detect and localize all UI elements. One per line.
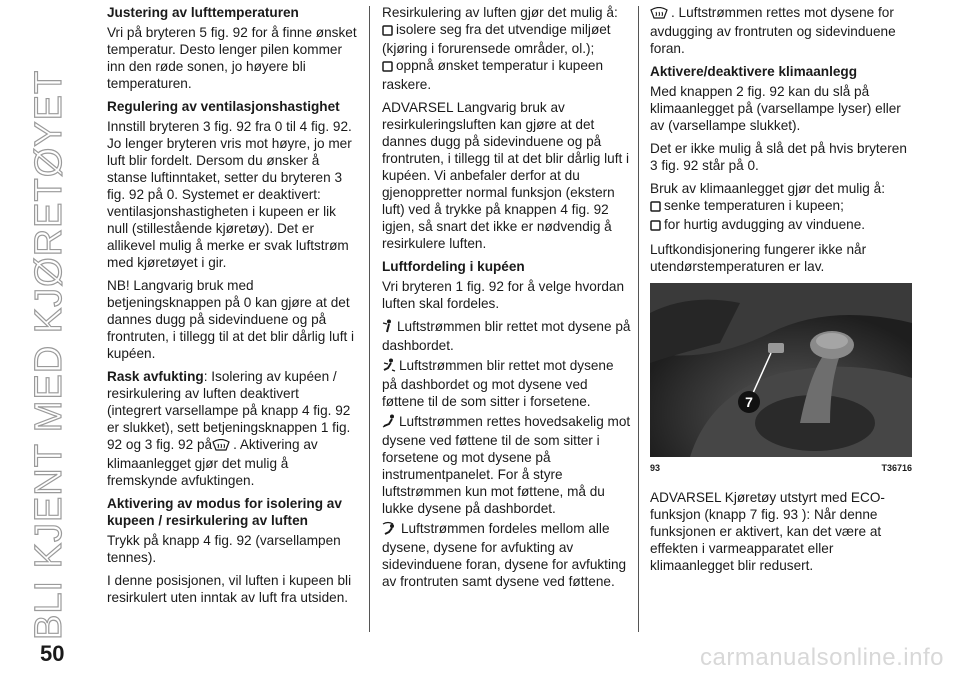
airflow-option: Luftstrømmen fordeles mellom alle dysene, dysene for avfukting av sidevinduene foran, dysene for avfukting av frontruten samt dysene ved føttene. xyxy=(382,521,627,589)
paragraph: Luftkondisjonering fungerer ikke når utendørstemperaturen er lav. xyxy=(650,242,867,274)
windscreen-defrost-icon xyxy=(650,6,668,23)
column-1 xyxy=(107,4,357,612)
text: : Isolering av kupéen / resirkulering av luften deaktivert (integrert varsellampe på knapp 4 fig. 92 er slukket), sett betjeningsknappen 1 fig. 92 og 3 fig. 92 på xyxy=(107,369,351,452)
windscreen-defrost-icon xyxy=(212,438,230,455)
figure-callout-7: 7 xyxy=(738,391,760,413)
airflow-face-icon xyxy=(382,319,394,337)
check-box-bullet-icon xyxy=(382,59,393,76)
figure-number: 93 xyxy=(650,463,661,473)
paragraph: Det er ikke mulig å slå det på hvis bryteren 3 fig. 92 står på 0. xyxy=(650,141,907,173)
airflow-face-feet-icon xyxy=(382,358,396,376)
rapid-demist-label: Rask avfukting xyxy=(107,369,204,384)
paragraph: Vri på bryteren 5 fig. 92 for å finne ønsket temperatur. Desto lenger pilen kommer inn den røde sonen, jo høyere bli temperaturen. xyxy=(107,25,357,91)
column-2 xyxy=(382,4,632,596)
list-item: oppnå ønsket temperatur i kupeen raskere. xyxy=(382,58,604,92)
list-item: senke temperaturen i kupeen; xyxy=(650,197,910,216)
chapter-sidebar-title: BLI KJENT MED KJØRETØYET xyxy=(28,69,70,640)
check-box-bullet-icon xyxy=(650,218,661,235)
dashboard-photo-illustration xyxy=(650,283,912,457)
check-box-bullet-icon xyxy=(650,199,661,216)
airflow-option: Luftstrømmen blir rettet mot dysene på dashbordet og mot dysene ved føttene til de som sitter i forsetene. xyxy=(382,358,614,409)
heading-ventilation: Regulering av ventilasjonshastighet xyxy=(107,99,340,114)
page-number: 50 xyxy=(40,641,65,666)
paragraph: Vri bryteren 1 fig. 92 for å velge hvordan luften skal fordeles. xyxy=(382,279,625,311)
paragraph: Bruk av klimaanlegget gjør det mulig å: xyxy=(650,181,885,196)
figure-93-gear-lever-photo xyxy=(650,283,912,457)
airflow-all-vents-icon xyxy=(382,521,398,539)
column-3 xyxy=(650,4,910,580)
airflow-feet-icon xyxy=(382,414,396,432)
paragraph: I denne posisjonen, vil luften i kupeen bli resirkulert uten inntak av luft fra utsiden. xyxy=(107,573,352,605)
list-item: for hurtig avdugging av vinduene. xyxy=(650,216,910,235)
heading-temperature: Justering av lufttemperaturen xyxy=(107,5,299,20)
paragraph-note: NB! Langvarig bruk med betjeningsknappen på 0 kan gjøre at det dannes dugg på sidevinduene og på frontruten, i tillegg til at det blir dårlig luft i kupéen. xyxy=(107,278,355,361)
watermark: carmanualsonline.info xyxy=(700,644,944,671)
airflow-option: Luftstrømmen blir rettet mot dysene på dashbordet. xyxy=(382,319,631,353)
paragraph-defrost: . Luftstrømmen rettes mot dysene for avdugging av frontruten og sidevinduene foran. xyxy=(650,5,896,56)
paragraph: Resirkulering av luften gjør det mulig å: xyxy=(382,5,618,20)
paragraph-rapid-demist xyxy=(107,368,357,489)
figure-code: T36716 xyxy=(881,463,912,473)
check-box-bullet-icon xyxy=(382,23,393,40)
heading-air-distribution: Luftfordeling i kupéen xyxy=(382,259,525,274)
column-divider xyxy=(369,6,370,632)
list-item: isolere seg fra det utvendige miljøet (kjøring i forurensede områder, ol.); xyxy=(382,22,611,56)
paragraph-warning: ADVARSEL Langvarig bruk av resirkuleringsluften kan gjøre at det dannes dugg på sidevinduene og på frontruten, i tillegg til at det blir dårlig luft i kupéen. Vi anbefaler derfor at du gjenoppretter normal funksjon (ekstern luft) ved å trykke på knappen 4 fig. 92 igjen, så snart det ikke er nødvendig å resirkulere luften. xyxy=(382,100,630,251)
paragraph: Med knappen 2 fig. 92 kan du slå på klimaanlegget på (varsellampe lyser) eller av (varsellampe slukket). xyxy=(650,84,901,133)
airflow-option: Luftstrømmen rettes hovedsakelig mot dysene ved føttene til de som sitter i forsetene og mot dysene på instrumentpanelet. For å styre luftstrømmen kun mot føttene, må du lukke dysene på dashbordet. xyxy=(382,414,631,516)
heading-air-conditioning: Aktivere/deaktivere klimaanlegg xyxy=(650,64,858,79)
paragraph: Trykk på knapp 4 fig. 92 (varsellampen tennes). xyxy=(107,533,341,565)
figure-caption xyxy=(650,460,912,477)
paragraph-warning: ADVARSEL Kjøretøy utstyrt med ECO-funksjon (knapp 7 fig. 93 ): Når denne funksjonen er aktivert, kan det være at effekten i varmeapparatet eller klimaanlegget blir redusert. xyxy=(650,490,885,573)
heading-recirculation: Aktivering av modus for isolering av kupeen / resirkulering av luften xyxy=(107,496,342,528)
column-divider xyxy=(638,6,639,632)
paragraph: Innstill bryteren 3 fig. 92 fra 0 til 4 fig. 92. Jo lenger bryteren vris mot høyre, jo mer luft blir fordelt. Dersom du ønsker å stanse luftinntaket, setter du bryteren 3 fig. 92 på 0. Systemet er deaktivert: ventilasjonshastigheten i kupeen er lik null (stillestående kjøretøy). Det er allikevel mulig å merke er svak luftstrøm med kjøretøyet i gir. xyxy=(107,119,352,270)
text: . Aktivering av klimaanlegget gjør det mulig å fremskynde avfuktingen. xyxy=(107,437,318,488)
